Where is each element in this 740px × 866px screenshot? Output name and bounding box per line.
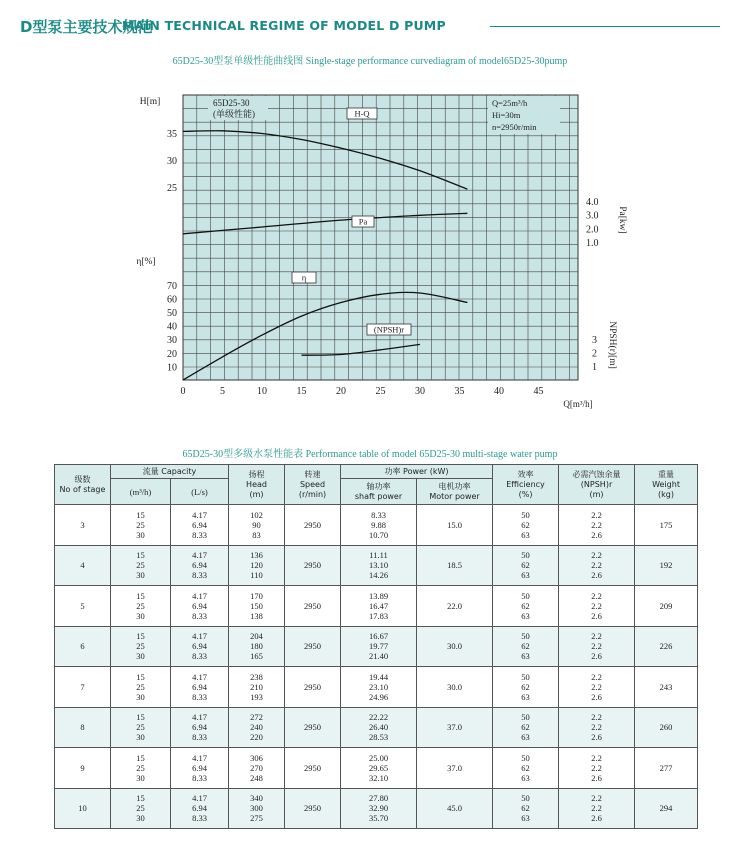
- capacity-ls-cell-value: 6.94: [192, 641, 207, 652]
- efficiency-cell: [493, 748, 559, 789]
- header-title-en: MAIN TECHNICAL REGIME OF MODEL D PUMP: [122, 18, 446, 33]
- capacity-ls-cell-value: 4.17: [192, 509, 207, 520]
- npsh-cell-value: 2.6: [591, 772, 602, 783]
- capacity-m3h-cell: [111, 626, 171, 667]
- efficiency-cell-value: 50: [521, 793, 530, 804]
- shaft-power-cell-value: 32.10: [368, 772, 389, 783]
- x-tick-label: 15: [296, 386, 307, 397]
- plot-area: [183, 95, 578, 380]
- capacity-m3h-cell-value: 25: [136, 681, 145, 692]
- motor-power-cell: 18.5: [417, 545, 493, 586]
- motor-power-cell: 15.0: [417, 505, 493, 546]
- capacity-ls-cell-value: 6.94: [192, 762, 207, 773]
- header-head: 扬程 Head (m): [229, 465, 285, 505]
- shaft-power-cell-value: 16.67: [368, 631, 389, 642]
- capacity-m3h-cell-value: 15: [136, 590, 145, 601]
- motor-power-cell: 30.0: [417, 626, 493, 667]
- capacity-ls-cell: [171, 667, 229, 708]
- stage-cell: 9: [55, 748, 111, 789]
- head-cell-value: 210: [250, 681, 263, 692]
- motor-power-cell: 22.0: [417, 586, 493, 627]
- head-axis-label: H[m]: [139, 97, 161, 107]
- npsh-cell-value: 2.2: [591, 550, 602, 561]
- head-cell-value: 340: [250, 793, 263, 804]
- head-cell-value: 240: [250, 722, 263, 733]
- capacity-ls-cell-value: 8.33: [192, 529, 207, 540]
- head-cell-value: 306: [250, 752, 263, 763]
- header-npsh: 必需汽蚀余量 (NPSH)r (m): [559, 465, 635, 505]
- head-cell-value: 138: [250, 610, 263, 621]
- capacity-m3h-cell: [111, 586, 171, 627]
- shaft-power-cell-value: 8.33: [371, 509, 386, 520]
- header-stage: 级数 No of stage: [55, 465, 111, 505]
- efficiency-cell-value: 50: [521, 509, 530, 520]
- npsh-cell-value: 2.6: [591, 813, 602, 824]
- npsh-tick-label: 1: [592, 362, 597, 373]
- table-row: [55, 545, 698, 586]
- table-row: [55, 748, 698, 789]
- capacity-m3h-cell-value: 30: [136, 813, 145, 824]
- header-shaft-power: 轴功率 shaft power: [341, 479, 417, 505]
- efficiency-cell-value: 50: [521, 590, 530, 601]
- efficiency-cell: [493, 626, 559, 667]
- efficiency-axis-label: η[%]: [136, 257, 156, 267]
- table-row: [55, 707, 698, 748]
- npsh-cell-value: 2.2: [591, 671, 602, 682]
- npsh-cell-value: 2.2: [591, 560, 602, 571]
- efficiency-cell-value: 62: [521, 641, 530, 652]
- performance-table: [54, 464, 698, 829]
- npsh-cell: [559, 545, 635, 586]
- efficiency-label: η: [301, 272, 307, 283]
- capacity-ls-cell-value: 4.17: [192, 712, 207, 723]
- efficiency-cell-value: 62: [521, 600, 530, 611]
- shaft-power-cell-value: 27.80: [368, 793, 389, 804]
- npsh-cell-value: 2.6: [591, 570, 602, 581]
- motor-power-cell: 45.0: [417, 788, 493, 829]
- head-cell-value: 110: [250, 570, 263, 581]
- shaft-power-cell: [341, 667, 417, 708]
- shaft-power-cell-value: 17.83: [368, 610, 389, 621]
- efficiency-cell-value: 50: [521, 550, 530, 561]
- x-tick-label: 45: [533, 386, 544, 397]
- npsh-cell-value: 2.2: [591, 509, 602, 520]
- speed-cell: 2950: [285, 626, 341, 667]
- efficiency-cell-value: 62: [521, 803, 530, 814]
- head-cell: [229, 586, 285, 627]
- weight-cell: 175: [635, 505, 698, 546]
- weight-cell: 226: [635, 626, 698, 667]
- capacity-m3h-cell-value: 25: [136, 641, 145, 652]
- weight-cell: 192: [635, 545, 698, 586]
- capacity-ls-cell-value: 8.33: [192, 732, 207, 743]
- efficiency-cell-value: 62: [521, 722, 530, 733]
- efficiency-cell-value: 63: [521, 651, 530, 662]
- efficiency-cell-value: 62: [521, 681, 530, 692]
- npsh-cell-value: 2.2: [591, 722, 602, 733]
- npsh-cell-value: 2.6: [591, 610, 602, 621]
- shaft-power-cell-value: 24.96: [368, 691, 389, 702]
- shaft-power-cell-value: 19.77: [368, 641, 389, 652]
- npsh-cell-value: 2.2: [591, 803, 602, 814]
- speed-cell: 2950: [285, 788, 341, 829]
- efficiency-cell-value: 62: [521, 560, 530, 571]
- npsh-cell-value: 2.2: [591, 641, 602, 652]
- npsh-axis-label: NPSH(r)[m]: [607, 321, 617, 369]
- motor-power-cell: 37.0: [417, 748, 493, 789]
- stage-cell: 4: [55, 545, 111, 586]
- efficiency-tick-label: 70: [167, 280, 177, 292]
- capacity-m3h-cell-value: 15: [136, 752, 145, 763]
- efficiency-cell-value: 63: [521, 813, 530, 824]
- table-row: [55, 667, 698, 708]
- shaft-power-cell-value: 14.26: [368, 570, 389, 581]
- capacity-m3h-cell-value: 30: [136, 529, 145, 540]
- weight-cell: 243: [635, 667, 698, 708]
- head-cell-value: 150: [250, 600, 263, 611]
- npsh-label: (NPSH)r: [373, 324, 405, 335]
- x-tick-label: 5: [220, 386, 225, 397]
- power-tick-label: 1.0: [586, 238, 599, 249]
- capacity-m3h-cell: [111, 707, 171, 748]
- efficiency-tick-label: 10: [167, 362, 177, 374]
- curve-caption: 65D25-30型泵单级性能曲线图 Single-stage performance curvediagram of model65D25-30pump: [172, 56, 568, 67]
- npsh-cell: [559, 505, 635, 546]
- npsh-tick-label: 2: [592, 348, 597, 360]
- npsh-cell-value: 2.6: [591, 732, 602, 743]
- speed-cell: 2950: [285, 707, 341, 748]
- head-cell-value: 300: [250, 803, 263, 814]
- capacity-m3h-cell-value: 30: [136, 772, 145, 783]
- stage-cell: 6: [55, 626, 111, 667]
- capacity-ls-cell-value: 8.33: [192, 610, 207, 621]
- capacity-m3h-cell: [111, 667, 171, 708]
- shaft-power-cell: [341, 586, 417, 627]
- shaft-power-cell: [341, 545, 417, 586]
- table-row: [55, 788, 698, 829]
- hq-label: H-Q: [354, 108, 370, 119]
- head-cell-value: 275: [250, 813, 263, 824]
- efficiency-cell-value: 62: [521, 519, 530, 530]
- efficiency-cell-value: 63: [521, 732, 530, 743]
- npsh-cell-value: 2.2: [591, 590, 602, 601]
- capacity-ls-cell: [171, 545, 229, 586]
- stage-cell: 8: [55, 707, 111, 748]
- stage-cell: 10: [55, 788, 111, 829]
- header-power: 功率 Power (kW): [341, 465, 493, 479]
- x-tick-label: 20: [336, 386, 346, 397]
- shaft-power-cell-value: 21.40: [368, 651, 389, 662]
- efficiency-cell: [493, 505, 559, 546]
- weight-cell: 277: [635, 748, 698, 789]
- table-caption: 65D25-30型多级水泵性能表 Performance table of model 65D25-30 multi-stage water pump: [182, 449, 558, 460]
- shaft-power-cell-value: 25.00: [368, 752, 389, 763]
- capacity-ls-cell-value: 6.94: [192, 519, 207, 530]
- head-cell-value: 220: [250, 732, 263, 743]
- header-capacity-ls: (L/s): [171, 479, 229, 505]
- power-tick-label: 4.0: [586, 196, 599, 208]
- power-axis-label: Pa[kw]: [617, 206, 627, 234]
- weight-cell: 209: [635, 586, 698, 627]
- shaft-power-cell: [341, 707, 417, 748]
- head-cell: [229, 545, 285, 586]
- npsh-cell: [559, 586, 635, 627]
- model-sublabel: (单级性能): [213, 109, 255, 119]
- shaft-power-cell-value: 28.53: [368, 732, 389, 743]
- capacity-ls-cell: [171, 788, 229, 829]
- npsh-cell-value: 2.2: [591, 631, 602, 642]
- head-cell-value: 270: [250, 762, 263, 773]
- npsh-cell-value: 2.2: [591, 752, 602, 763]
- shaft-power-cell-value: 32.90: [368, 803, 389, 814]
- capacity-ls-cell-value: 4.17: [192, 752, 207, 763]
- shaft-power-cell-value: 19.44: [368, 671, 389, 682]
- capacity-ls-cell-value: 6.94: [192, 803, 207, 814]
- npsh-cell-value: 2.6: [591, 651, 602, 662]
- efficiency-cell-value: 50: [521, 712, 530, 723]
- capacity-ls-cell-value: 6.94: [192, 560, 207, 571]
- capacity-m3h-cell: [111, 748, 171, 789]
- header-capacity: 流量 Capacity: [111, 465, 229, 479]
- info-line: Hi=30m: [492, 110, 521, 120]
- capacity-ls-cell-value: 8.33: [192, 772, 207, 783]
- capacity-ls-cell: [171, 586, 229, 627]
- power-tick-label: 2.0: [586, 224, 599, 236]
- capacity-ls-cell-value: 4.17: [192, 631, 207, 642]
- capacity-ls-cell-value: 6.94: [192, 681, 207, 692]
- efficiency-cell-value: 63: [521, 610, 530, 621]
- shaft-power-cell-value: 9.88: [371, 519, 386, 530]
- x-axis-label: Q[m³/h]: [563, 399, 593, 409]
- head-cell: [229, 505, 285, 546]
- head-cell-value: 83: [252, 529, 261, 540]
- capacity-ls-cell: [171, 626, 229, 667]
- efficiency-cell: [493, 707, 559, 748]
- header-capacity-m3h: (m³/h): [111, 479, 171, 505]
- efficiency-cell-value: 63: [521, 772, 530, 783]
- x-tick-label: 35: [454, 386, 465, 397]
- capacity-m3h-cell-value: 25: [136, 560, 145, 571]
- capacity-ls-cell: [171, 748, 229, 789]
- shaft-power-cell-value: 13.89: [368, 590, 389, 601]
- capacity-m3h-cell: [111, 545, 171, 586]
- head-cell: [229, 667, 285, 708]
- capacity-m3h-cell-value: 25: [136, 762, 145, 773]
- npsh-cell-value: 2.6: [591, 691, 602, 702]
- x-tick-label: 0: [180, 386, 186, 397]
- head-cell-value: 102: [250, 509, 263, 520]
- header-weight: 重量 Weight (kg): [635, 465, 698, 505]
- capacity-m3h-cell-value: 15: [136, 712, 145, 723]
- efficiency-cell: [493, 545, 559, 586]
- x-tick-label: 25: [375, 386, 386, 397]
- head-cell-value: 180: [250, 641, 263, 652]
- head-cell-value: 193: [250, 691, 263, 702]
- speed-cell: 2950: [285, 505, 341, 546]
- efficiency-tick-label: 60: [167, 294, 177, 306]
- efficiency-tick-label: 20: [167, 348, 177, 360]
- head-tick-label: 25: [167, 183, 177, 194]
- model-label: 65D25-30: [213, 98, 250, 108]
- capacity-ls-cell-value: 8.33: [192, 813, 207, 824]
- npsh-tick-label: 3: [592, 335, 597, 346]
- efficiency-tick-label: 40: [167, 321, 177, 333]
- capacity-m3h-cell-value: 25: [136, 803, 145, 814]
- shaft-power-cell-value: 22.22: [368, 712, 389, 723]
- npsh-cell: [559, 748, 635, 789]
- capacity-m3h-cell-value: 15: [136, 793, 145, 804]
- head-cell: [229, 707, 285, 748]
- info-line: Q=25m³/h: [492, 98, 528, 108]
- capacity-m3h-cell-value: 30: [136, 610, 145, 621]
- capacity-ls-cell-value: 6.94: [192, 600, 207, 611]
- capacity-m3h-cell-value: 25: [136, 722, 145, 733]
- header-motor-power: 电机功率 Motor power: [417, 479, 493, 505]
- head-cell: [229, 788, 285, 829]
- capacity-ls-cell-value: 8.33: [192, 651, 207, 662]
- head-cell-value: 238: [250, 671, 263, 682]
- capacity-ls-cell: [171, 505, 229, 546]
- npsh-cell-value: 2.2: [591, 712, 602, 723]
- capacity-m3h-cell-value: 15: [136, 550, 145, 561]
- shaft-power-cell-value: 11.11: [369, 550, 388, 561]
- x-tick-label: 40: [494, 386, 504, 397]
- head-cell-value: 90: [252, 519, 261, 530]
- efficiency-cell: [493, 788, 559, 829]
- header-title-cn: D型泵主要技术规范: [20, 18, 153, 36]
- capacity-m3h-cell-value: 15: [136, 631, 145, 642]
- head-cell-value: 165: [250, 651, 263, 662]
- head-cell: [229, 626, 285, 667]
- x-tick-label: 30: [415, 386, 425, 397]
- npsh-cell-value: 2.2: [591, 681, 602, 692]
- table-row: [55, 505, 698, 546]
- efficiency-tick-label: 30: [167, 335, 177, 347]
- npsh-cell-value: 2.6: [591, 529, 602, 540]
- efficiency-cell-value: 62: [521, 762, 530, 773]
- npsh-cell-value: 2.2: [591, 793, 602, 804]
- shaft-power-cell-value: 10.70: [368, 529, 389, 540]
- motor-power-cell: 37.0: [417, 707, 493, 748]
- capacity-m3h-cell-value: 15: [136, 671, 145, 682]
- efficiency-cell-value: 63: [521, 570, 530, 581]
- capacity-ls-cell-value: 8.33: [192, 691, 207, 702]
- efficiency-cell-value: 50: [521, 631, 530, 642]
- capacity-m3h-cell-value: 30: [136, 651, 145, 662]
- shaft-power-cell-value: 35.70: [368, 813, 389, 824]
- speed-cell: 2950: [285, 545, 341, 586]
- stage-cell: 7: [55, 667, 111, 708]
- capacity-ls-cell-value: 4.17: [192, 550, 207, 561]
- efficiency-tick-label: 50: [167, 308, 177, 319]
- capacity-m3h-cell-value: 25: [136, 519, 145, 530]
- shaft-power-cell-value: 23.10: [368, 681, 389, 692]
- capacity-m3h-cell-value: 30: [136, 570, 145, 581]
- head-tick-label: 35: [167, 129, 177, 140]
- head-cell: [229, 748, 285, 789]
- pa-label: Pa: [358, 216, 368, 227]
- stage-cell: 3: [55, 505, 111, 546]
- efficiency-cell-value: 50: [521, 671, 530, 682]
- capacity-ls-cell: [171, 707, 229, 748]
- header-efficiency: 效率 Efficiency (%): [493, 465, 559, 505]
- motor-power-cell: 30.0: [417, 667, 493, 708]
- shaft-power-cell: [341, 626, 417, 667]
- capacity-m3h-cell: [111, 788, 171, 829]
- efficiency-cell-value: 50: [521, 752, 530, 763]
- head-cell-value: 204: [250, 631, 263, 642]
- shaft-power-cell-value: 13.10: [368, 560, 389, 571]
- head-cell-value: 120: [250, 560, 263, 571]
- header-speed: 转速 Speed (r/min): [285, 465, 341, 505]
- npsh-cell-value: 2.2: [591, 600, 602, 611]
- weight-cell: 294: [635, 788, 698, 829]
- capacity-ls-cell-value: 4.17: [192, 671, 207, 682]
- shaft-power-cell-value: 16.47: [368, 600, 389, 611]
- npsh-cell: [559, 788, 635, 829]
- stage-cell: 5: [55, 586, 111, 627]
- x-tick-label: 10: [257, 386, 267, 397]
- capacity-m3h-cell-value: 30: [136, 691, 145, 702]
- info-line: n=2950r/min: [492, 122, 537, 132]
- npsh-cell: [559, 667, 635, 708]
- efficiency-cell-value: 63: [521, 691, 530, 702]
- speed-cell: 2950: [285, 748, 341, 789]
- npsh-cell-value: 2.2: [591, 519, 602, 530]
- table-row: [55, 586, 698, 627]
- npsh-cell-value: 2.2: [591, 762, 602, 773]
- efficiency-cell: [493, 667, 559, 708]
- weight-cell: 260: [635, 707, 698, 748]
- shaft-power-cell: [341, 505, 417, 546]
- efficiency-cell: [493, 586, 559, 627]
- shaft-power-cell-value: 26.40: [368, 722, 389, 733]
- head-cell-value: 136: [250, 550, 263, 561]
- npsh-cell: [559, 626, 635, 667]
- speed-cell: 2950: [285, 667, 341, 708]
- capacity-ls-cell-value: 6.94: [192, 722, 207, 733]
- head-cell-value: 170: [250, 590, 263, 601]
- head-tick-label: 30: [167, 156, 177, 167]
- head-cell-value: 248: [250, 772, 263, 783]
- power-tick-label: 3.0: [586, 210, 599, 222]
- efficiency-cell-value: 63: [521, 529, 530, 540]
- table-row: [55, 626, 698, 667]
- npsh-cell: [559, 707, 635, 748]
- capacity-m3h-cell-value: 15: [136, 509, 145, 520]
- head-cell-value: 272: [250, 712, 263, 723]
- capacity-m3h-cell-value: 25: [136, 600, 145, 611]
- capacity-ls-cell-value: 8.33: [192, 570, 207, 581]
- speed-cell: 2950: [285, 586, 341, 627]
- shaft-power-cell: [341, 748, 417, 789]
- shaft-power-cell-value: 29.65: [368, 762, 389, 773]
- shaft-power-cell: [341, 788, 417, 829]
- capacity-m3h-cell-value: 30: [136, 732, 145, 743]
- capacity-ls-cell-value: 4.17: [192, 590, 207, 601]
- capacity-m3h-cell: [111, 505, 171, 546]
- capacity-ls-cell-value: 4.17: [192, 793, 207, 804]
